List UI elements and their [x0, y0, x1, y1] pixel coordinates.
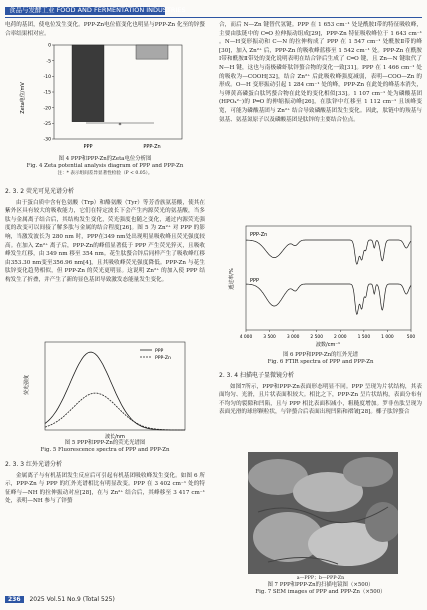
page-footer — [5, 596, 115, 603]
y-axis-label: 荧光强度 — [24, 374, 30, 396]
fig7-subcaption: a—PPP；b—PPP-Zn — [296, 576, 345, 581]
left-intro — [5, 21, 205, 38]
fig5-caption-cn: 图 5 PPP和PPP-Zn的荧光光谱图 — [64, 440, 146, 446]
y-tick-label: -5 — [46, 59, 51, 65]
fig7-caption-cn: 图 7 PPP和PPP-Zn的扫描电镜图（×500） — [267, 582, 374, 588]
y-tick-label: -20 — [43, 106, 51, 112]
figure-7-sem-images — [248, 452, 398, 574]
x-tick-label: 1 000 — [381, 335, 394, 340]
series-pppzn-curve — [45, 393, 185, 430]
page-number: 236 — [5, 596, 24, 603]
journal-header — [0, 0, 427, 22]
label-pppzn: PPP-Zn — [250, 232, 268, 238]
fig7-caption-en: Fig. 7 SEM images of PPP and PPP-Zn（×500） — [255, 589, 386, 595]
left-paragraph-2: 由于蛋白质中含有色氨酸（Trp）和酪氨酸（Tyr）等芳香族氨基酸，使其在紫外区具有较大的吸收能力，它们在特定波长下会产生内源荧光的氨基酸，当多肽与金属离子结合后，其结构发生变化，荧光强度也随之变化，通过内源荧光强度的改变可以间接了解多肽与金属的结合程度[26]。图 5 为 Zn²⁺ 对 PPP 的影响，当激发波长为 280 nm 时，PPP在349 nm处出现明显吸收峰且荧光强度较高。在加入 Zn²⁺ 离子后，PPP-Zn的峰值显著低于 PPP 产生荧光猝灭，且吸收峰发生红移，由 349 nm 移至 354 nm。花生肽螯合锌后同样产生了吸收峰红移由353.30 nm变至356.96 nm[4]，且其吸收峰荧光强度降低。PPP-Zn 与花生肽锌变化趋势相似，但 PPP-Zn 的荧光更明显。这说明 Zn²⁺ 的加入使 PPP 结构发生了折叠，并产生了新的显色基团导致激发态能量发生变化。 — [5, 199, 205, 283]
figure-6-caption — [219, 352, 422, 366]
fig4-note: 注：* 表示组间差异显著性检验（P < 0.05）。 — [57, 171, 153, 176]
fig6-caption-cn: 图 6 PPP和PPP-Zn的红外光谱 — [282, 352, 359, 358]
y-tick-label: 0 — [48, 43, 51, 49]
x-tick-label: 500 — [406, 335, 416, 340]
right-paragraph-2: 如图7所示，PPP和PPP-Zn表面形态明显不同。PPP 呈现为片状结构，其表面均匀、光滑，且片状表面积较大。相比之下，PPP-Zn 呈片状结构，表面分布有不均匀的裂隙和凹陷，且与 PPP 相比表面积减小，粗糙度增加。罗非鱼肽呈现为表面光滑的球形颗粒状，与锌螯合后表面出现凹陷和褶皱[28]。椰子肽锌螯合 — [219, 383, 422, 416]
x-tick-label: 1 500 — [357, 335, 371, 340]
fig6-caption-en: Fig. 6 FTIR spectra of PPP and PPP-Zn — [267, 359, 374, 365]
category-label-pppzn: PPP-Zn — [143, 144, 161, 150]
x-tick-label: 3 500 — [263, 335, 276, 340]
right-section-234 — [219, 369, 422, 417]
legend-pppzn: PPP-Zn — [155, 356, 171, 361]
figure-5-caption — [5, 440, 205, 454]
x-tick-label: 2 000 — [333, 335, 347, 340]
category-label-ppp: PPP — [83, 144, 93, 150]
figure-6-ftir-chart — [226, 224, 416, 349]
bar-ppp — [72, 45, 104, 122]
left-section-232 — [5, 185, 205, 285]
left-paragraph-3: 金属离子与有机基团发生反应后可引起有机基团吸收峰发生变化。如图 6 所示，PPP-Zn 与 PPP 的红外光谱相比有明显改变。PPP 在 3 402 cm⁻¹ 处的特征峰与—NH 的拉伸振动对应[28]，在与 Zn²⁺ 结合后，其峰移至 3 417 cm⁻¹ 处，表明—NH 参与了锌螯 — [5, 472, 205, 505]
series-ppp-spectrum — [246, 284, 411, 314]
fig4-caption-cn: 图 4 PPP和PPP-Zn的Zeta电位分析图 — [58, 156, 152, 162]
figure-7-caption — [219, 575, 422, 596]
significance-mark: * — [118, 122, 122, 129]
x-axis-label: 波数/cm⁻¹ — [316, 342, 340, 348]
legend-ppp: PPP — [155, 349, 164, 354]
x-tick-label: 2 500 — [310, 335, 324, 340]
figure-4-caption — [5, 156, 205, 177]
y-tick-label: -10 — [43, 74, 51, 80]
figure-4-zeta-chart — [16, 43, 191, 156]
y-axis-label: 透过率/% — [229, 268, 235, 290]
label-ppp: PPP — [250, 278, 260, 284]
section-heading-232: 2. 3. 2 荧光可见光谱分析 — [5, 188, 74, 195]
figure-5-fluorescence-chart — [20, 340, 190, 440]
x-tick-label: 4 000 — [239, 335, 253, 340]
bar-ppp-zn — [136, 45, 168, 59]
header-rule — [5, 17, 422, 18]
y-tick-label: -30 — [43, 137, 51, 143]
fig5-caption-en: Fig. 5 Fluorescence spectra of PPP and PPP-Zn — [40, 447, 170, 453]
right-text-1 — [219, 21, 422, 124]
y-tick-label: -15 — [43, 90, 51, 96]
x-tick-label: 3 000 — [286, 335, 300, 340]
y-axis-label: Zeta电位/mV — [20, 82, 26, 114]
left-paragraph-1: 电荷的基团，使电位发生变化。PPP-Zn电位值变化也明显与PPP-Zn 化至的锌螯合率结果相对应。 — [5, 22, 205, 37]
right-paragraph-1: 合，而后 N—Zn 键替代氢键。PPP 在 1 653 cm⁻¹ 处是酰胺Ⅰ带的特征吸收峰，主要由肽链中的 C═O 拉伸振动组成[29]，PPP-Zn 特征吸收峰位于 1 643 cm⁻¹ 。N—H变形振动和 C—N 的拉伸构成了 PPP 在 1 547 cm⁻¹ 处酰胺Ⅱ带的峰[30]，加入 Zn²⁺ 后，PPP-Zn 的吸收峰蓝移至 1 542 cm⁻¹ 处。PPP-Zn 在酰胺Ⅰ带和酰胺Ⅱ带处的变化说明表明在结合锌后生成了 C═O 键，且 Zn—N 键取代了 N—H 键，这也与南极磷虾肽锌螯合物的变化一致[31]。PPP 在 1 466 cm⁻¹ 处的吸收为—COOH[32]，结合 Zn²⁺ 后此吸收峰强度减弱，表明—COO—Zn 的形成。O—H 变形振动引起 1 284 cm⁻¹ 处的峰，PPP-Zn 在此处的峰基本消失，与卵黄高磷蛋白肽钙螯合物在此处的变化相似[33]。1 107 cm⁻¹ 处为磷酸基团(HPO₄²⁻)的 P═O 的伸缩振动峰[26]，在肽锌中红移至 1 112 cm⁻¹ 且该峰变宽，可能为磷酸基团与 Zn²⁺ 结合导致磷酸基团发生变化。因此，肽链中的羧基与氨基、氨基氮原子以及磷酸基团是肽锌的主要结合位点。 — [219, 22, 422, 123]
series-ppp-curve — [45, 352, 185, 430]
y-tick-label: -25 — [43, 121, 51, 127]
series-pppzn-spectrum — [246, 240, 411, 264]
sem-texture — [248, 452, 398, 574]
section-heading-233: 2. 3. 3 红外光谱分析 — [5, 461, 62, 468]
section-heading-234: 2. 3. 4 扫描电子显微镜分析 — [219, 372, 294, 379]
left-section-233 — [5, 458, 205, 506]
volume-info: 2025 Vol.51 No.9 (Total 525) — [29, 596, 115, 603]
journal-title: 食品与发酵工业 FOOD AND FERMENTATION INDUSTRIES — [9, 6, 186, 14]
fig4-caption-en: Fig. 4 Zeta potential analysis diagram of PPP and PPP-Zn — [26, 163, 184, 169]
x-axis-label: 波长/nm — [105, 434, 125, 440]
